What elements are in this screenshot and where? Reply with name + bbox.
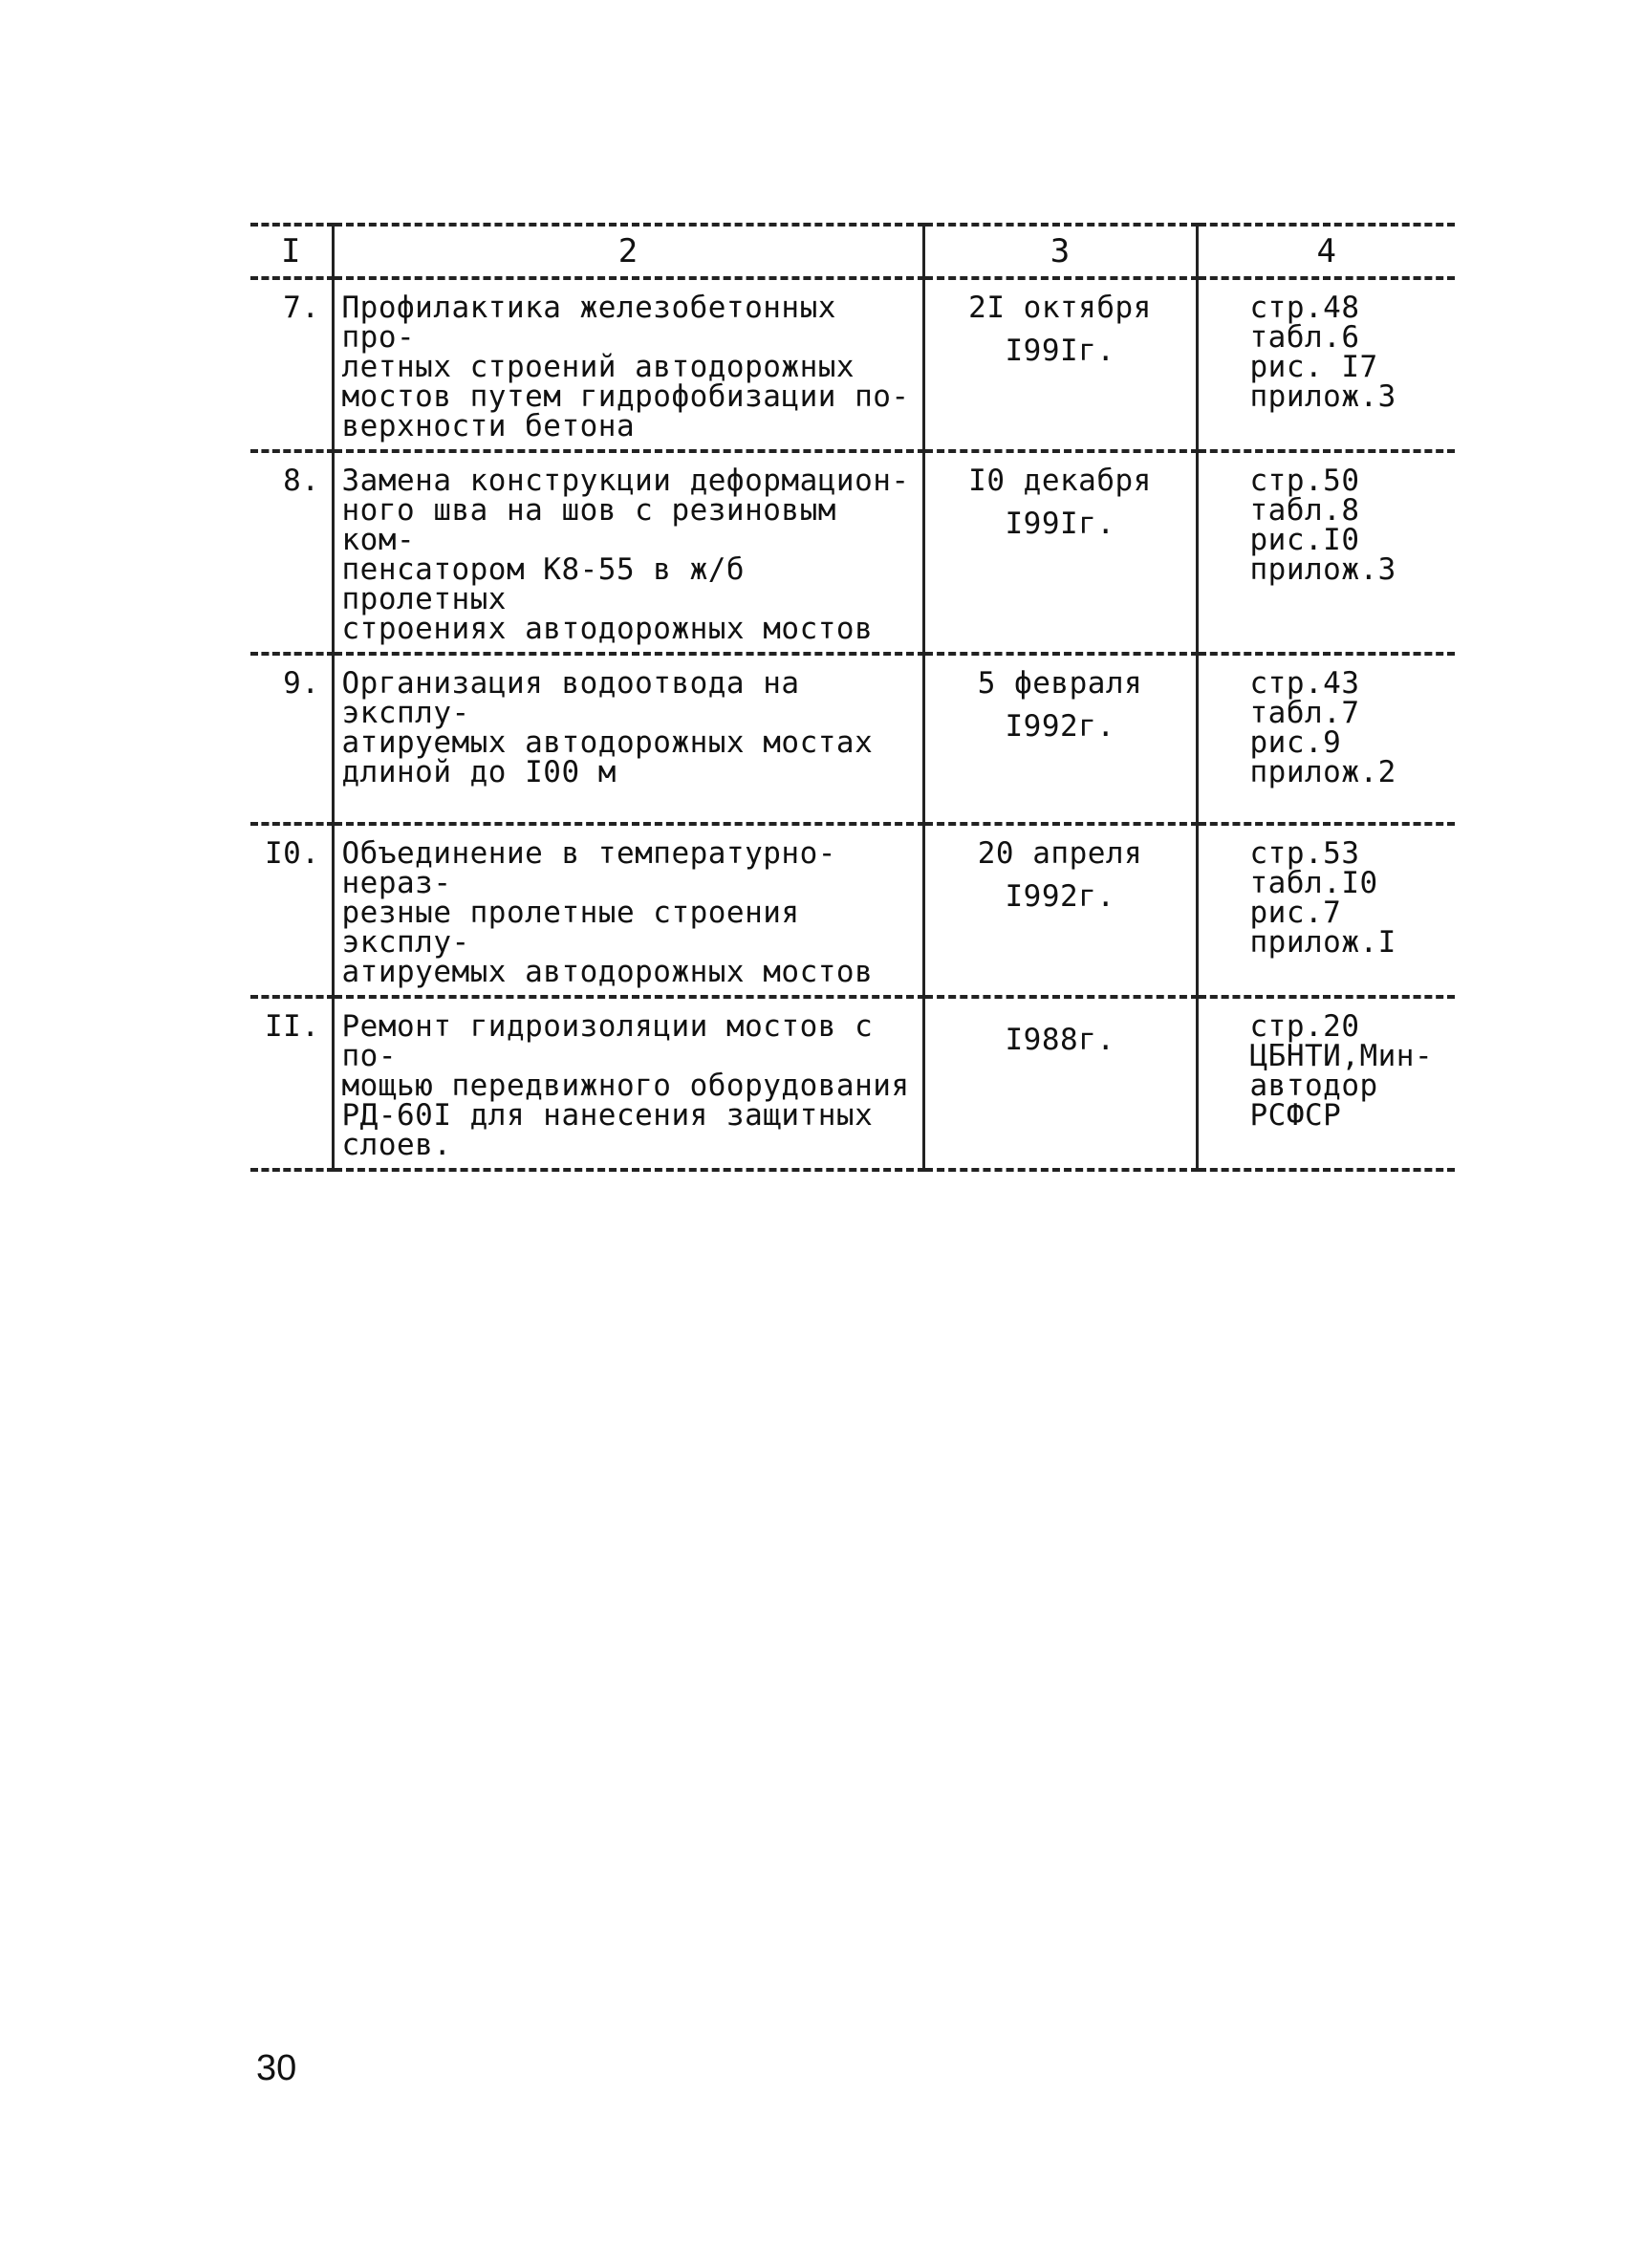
row-reference: стр.43 табл.7 рис.9 прилож.2 xyxy=(1197,654,1455,824)
table-row xyxy=(250,278,1455,451)
row-date-day: 5 февраля xyxy=(977,666,1143,701)
header-col-3: 3 xyxy=(923,225,1197,278)
row-title: Ремонт гидроизоляции мостов с по- мощью передвижного оборудования РД-60I для нанесения защитных слоев. xyxy=(333,997,923,1170)
references-table xyxy=(250,223,1455,1172)
header-col-4: 4 xyxy=(1197,225,1455,278)
header-row xyxy=(250,225,1455,278)
row-date xyxy=(923,654,1197,824)
row-reference: стр.48 табл.6 рис. I7 прилож.3 xyxy=(1197,278,1455,451)
row-reference: стр.50 табл.8 рис.I0 прилож.3 xyxy=(1197,451,1455,654)
row-date xyxy=(923,824,1197,997)
table-header xyxy=(250,225,1455,278)
row-date-day: 2I октября xyxy=(968,291,1152,325)
table-row xyxy=(250,654,1455,824)
row-title: Замена конструкции деформацион- ного шва на шов с резиновым ком- пенсатором К8-55 в ж/б пролетных строениях автодорожных мостов xyxy=(333,451,923,654)
table-row xyxy=(250,451,1455,654)
row-title: Профилактика железобетонных про- летных строений автодорожных мостов путем гидрофобизации по- верхности бетона xyxy=(333,278,923,451)
row-date xyxy=(923,278,1197,451)
row-title: Организация водоотвода на эксплу- атируемых автодорожных мостах длиной до I00 м xyxy=(333,654,923,824)
row-number: 9. xyxy=(250,654,333,824)
row-number: II. xyxy=(250,997,333,1170)
header-col-1: I xyxy=(250,225,333,278)
table-body xyxy=(250,278,1455,1170)
header-col-2: 2 xyxy=(333,225,923,278)
row-number: I0. xyxy=(250,824,333,997)
row-date-year: I99Iг. xyxy=(1005,334,1115,368)
row-date-year: I99Iг. xyxy=(1005,507,1115,541)
row-reference: стр.20 ЦБНТИ,Мин- автодор РСФСР xyxy=(1197,997,1455,1170)
row-date-year: I988г. xyxy=(1005,1023,1115,1057)
row-date-year: I992г. xyxy=(1005,709,1115,744)
table-row xyxy=(250,824,1455,997)
row-date xyxy=(923,451,1197,654)
row-date-day: I0 декабря xyxy=(968,464,1152,498)
row-date xyxy=(923,997,1197,1170)
table-row xyxy=(250,997,1455,1170)
row-number: 7. xyxy=(250,278,333,451)
page-number: 30 xyxy=(256,2048,297,2088)
row-title: Объединение в температурно-нераз- резные пролетные строения эксплу- атируемых автодорожных мостов xyxy=(333,824,923,997)
row-date-year: I992г. xyxy=(1005,879,1115,914)
row-number: 8. xyxy=(250,451,333,654)
row-reference: стр.53 табл.I0 рис.7 прилож.I xyxy=(1197,824,1455,997)
row-date-day: 20 апреля xyxy=(977,836,1143,871)
